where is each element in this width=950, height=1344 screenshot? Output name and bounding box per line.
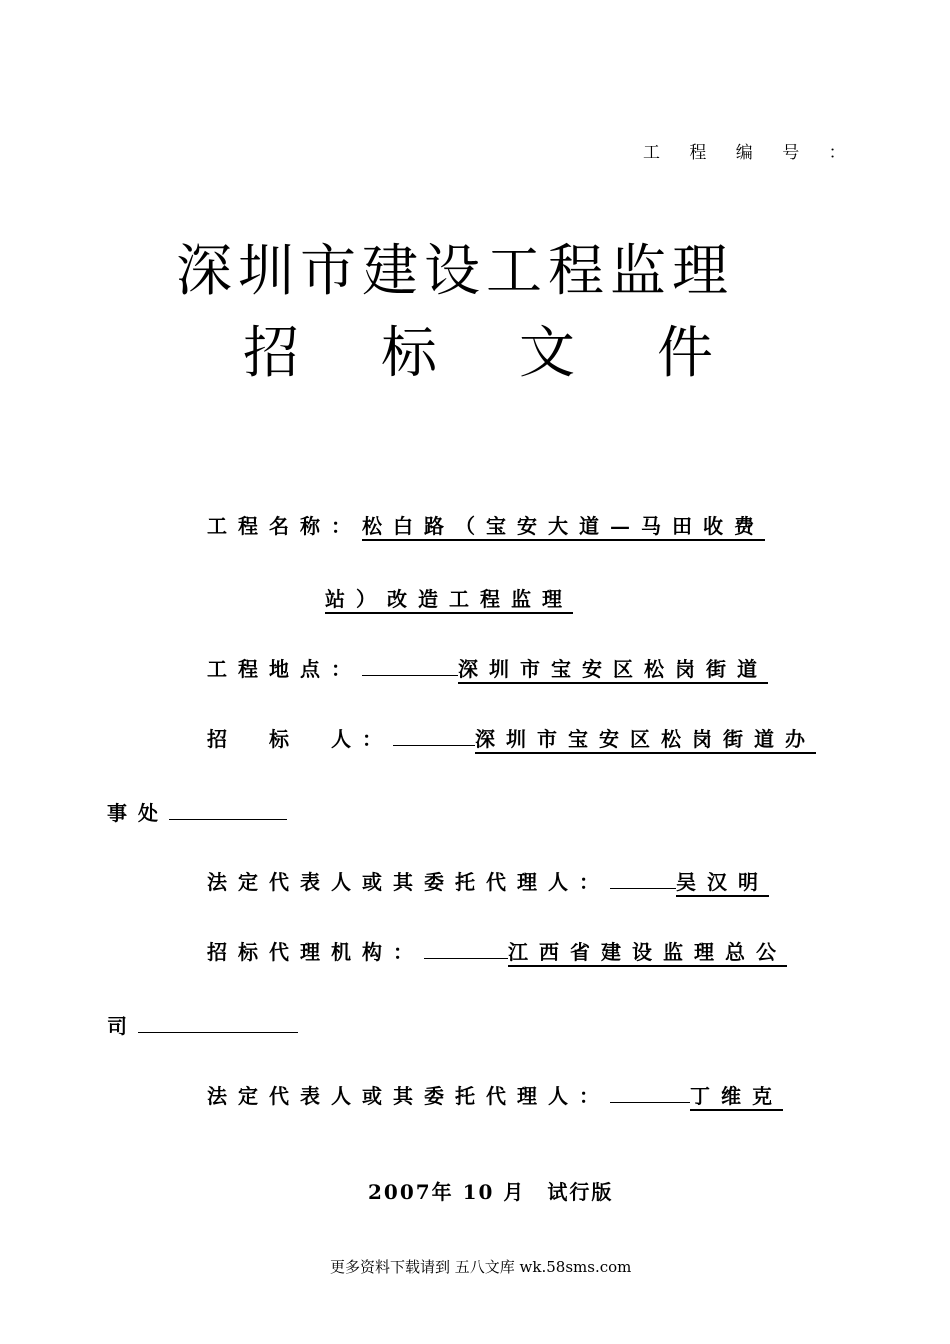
underline-blank: [610, 868, 676, 889]
owner-row: [207, 725, 816, 753]
underline-blank: [138, 1012, 298, 1033]
project-name-label: 工程名称：: [207, 514, 362, 538]
underline-blank: [610, 1082, 690, 1103]
document-title-line2: 招标文件: [243, 321, 795, 386]
underline-blank: [424, 938, 508, 959]
agency-representative-row: [207, 1082, 783, 1110]
agency-value: 江西省建设监理总公: [508, 940, 787, 964]
owner-representative-row: [207, 868, 769, 896]
agency-row: [207, 938, 787, 966]
document-title-line1: 深圳市建设工程监理: [176, 239, 734, 304]
project-name-value: 松白路（宝安大道—马田收费: [362, 514, 765, 538]
project-number-label: 工 程 编 号 ：: [643, 143, 858, 163]
project-name-row: [207, 512, 765, 540]
project-name-row-continued: [325, 585, 573, 613]
owner-row-continued: [107, 799, 287, 827]
owner-value-continued: 事处: [107, 801, 169, 825]
agency-row-continued: [107, 1012, 298, 1040]
owner-representative-label: 法定代表人或其委托代理人：: [207, 870, 610, 894]
footer-note: 更多资料下载请到 五八文库 wk.58sms.com: [330, 1258, 632, 1276]
issue-date: 2007年 10 月 试行版: [368, 1180, 614, 1204]
owner-value: 深圳市宝安区松岗街道办: [475, 727, 816, 751]
project-name-value-continued: 站）改造工程监理: [325, 587, 573, 611]
project-location-value: 深圳市宝安区松岗街道: [458, 657, 768, 681]
agency-value-continued: 司: [107, 1014, 138, 1038]
owner-label: 招 标 人：: [207, 727, 393, 751]
agency-representative-value: 丁维克: [690, 1084, 783, 1108]
project-location-label: 工程地点：: [207, 657, 362, 681]
agency-representative-label: 法定代表人或其委托代理人：: [207, 1084, 610, 1108]
underline-blank: [362, 655, 458, 676]
agency-label: 招标代理机构：: [207, 940, 424, 964]
project-location-row: [207, 655, 768, 683]
owner-representative-value: 吴汉明: [676, 870, 769, 894]
underline-blank: [393, 725, 475, 746]
underline-blank: [169, 799, 287, 820]
